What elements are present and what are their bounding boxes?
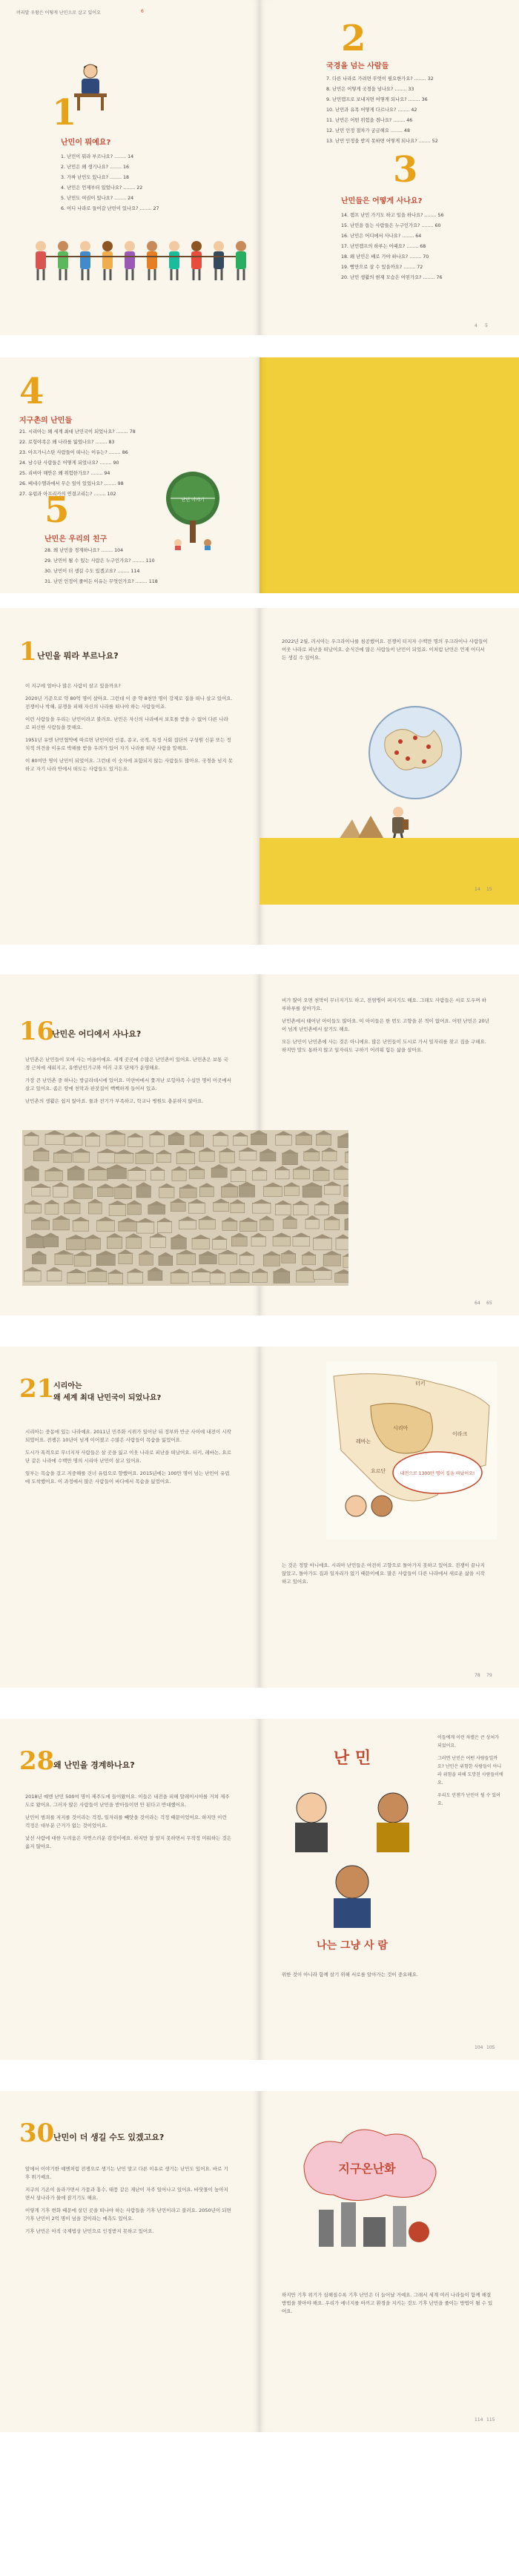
right-body: [282, 638, 489, 667]
camp-shelter: [176, 1152, 195, 1163]
camp-shelter: [139, 1254, 153, 1265]
page-number-right: 5: [485, 323, 488, 328]
yellow-band: [260, 838, 519, 905]
toc-item[interactable]: 7. 다른 나라로 가려면 무엇이 필요한가요? ........ 32: [326, 76, 434, 82]
camp-shelter: [108, 1168, 127, 1178]
camp-shelter: [55, 1254, 73, 1265]
page-number-right: 65: [486, 1301, 492, 1306]
camp-shelter: [192, 1238, 209, 1249]
camp-shelter: [73, 1152, 90, 1162]
chapter-body: [25, 682, 233, 778]
camp-shelter: [88, 1169, 108, 1180]
chapter-title: 왜 난민을 경계하나요?: [53, 1760, 135, 1770]
toc-item[interactable]: 6. 어디 나라로 들어갈 난민이 있나요? ........ 27: [61, 206, 159, 211]
camp-shelter: [210, 1272, 225, 1284]
camp-shelter: [115, 1187, 132, 1199]
toc-item[interactable]: 12. 난민 인정 절차가 궁금해요 ........ 48: [326, 128, 410, 133]
toc-item[interactable]: 26. 베네수엘라에서 무슨 일이 있었나요? ........ 98: [19, 481, 124, 486]
page-number-left: 4: [475, 323, 477, 328]
chapter-number: 1: [19, 637, 37, 667]
chapter-body: [25, 1056, 233, 1110]
camp-shelter: [171, 1272, 188, 1284]
camp-shelter: [45, 1134, 64, 1144]
toc-left-page-2: [0, 357, 260, 593]
map-bubble-text: 내전으로 1300만 명이 집을 떠났어요!: [400, 1471, 475, 1476]
paragraph: 난민촌에서 태어난 아이들도 많아요. 이 아이들은 한 번도 고향을 본 적이 없어요. 어떤 난민은 20년이 넘게 난민촌에서 살기도 해요.: [282, 1018, 489, 1032]
chapter-title: 난민이 더 생길 수도 있겠고요?: [53, 2133, 165, 2142]
camp-shelter: [253, 1272, 268, 1282]
camp-shelter: [157, 1221, 171, 1232]
toc-item[interactable]: 22. 로힝야족은 왜 나라를 잃었나요? ........ 83: [19, 440, 115, 445]
camp-shelter: [87, 1271, 106, 1282]
camp-shelter: [189, 1169, 205, 1178]
toc-item[interactable]: 1. 난민이 뭐라 부르나요? ........ 14: [61, 154, 134, 159]
toc-item[interactable]: 8. 난민은 어떻게 국경을 넘나요? ........ 33: [326, 87, 414, 92]
paragraph: 가장 큰 난민촌 중 하나는 방글라데시에 있어요. 미얀마에서 쫓겨난 로힝야족 수십만 명이 이곳에서 살고 있어요. 좁은 땅에 천막과 판잣집이 빽빽하게 들어서 있죠.: [25, 1077, 232, 1092]
section-2-toc: [326, 74, 438, 147]
page-number-right: 115: [486, 2417, 495, 2423]
toc-item[interactable]: 13. 난민 인정을 받지 못하면 어떻게 되나요? ........ 52: [326, 139, 438, 144]
camp-shelter: [199, 1151, 214, 1161]
right-column: [437, 1734, 504, 1812]
camp-shelter: [264, 1186, 282, 1197]
camp-shelter: [273, 1236, 290, 1246]
camp-shelter: [85, 1136, 99, 1146]
camp-shelter: [334, 1204, 348, 1214]
camp-shelter: [294, 1204, 308, 1215]
paragraph: 앞에서 이야기한 예멘처럼 전쟁으로 생기는 난민 말고 다른 이유로 생기는 난민도 있어요. 바로 기후 위기예요.: [25, 2166, 228, 2180]
camp-shelter: [32, 1187, 50, 1196]
camp-shelter: [239, 1151, 257, 1160]
chapter-number: 28: [19, 1746, 55, 1776]
camp-shelter: [211, 1168, 227, 1178]
camp-shelter: [192, 1272, 210, 1282]
camp-shelter: [53, 1186, 68, 1197]
camp-shelter: [128, 1137, 143, 1147]
right-body: [282, 1971, 497, 1984]
camp-shelter: [314, 1270, 331, 1279]
camp-shelter: [65, 1136, 82, 1145]
tree-illustration: [156, 469, 230, 550]
camp-shelter: [32, 1221, 50, 1229]
camp-shelter: [346, 1152, 348, 1163]
camp-shelter: [171, 1238, 186, 1249]
camp-shelter: [45, 1203, 59, 1214]
toc-item[interactable]: 11. 난민은 어떤 위험을 겪나요? ........ 46: [326, 118, 413, 123]
camp-shelter: [343, 1256, 348, 1267]
camp-shelter: [199, 1186, 214, 1197]
toc-item[interactable]: 3. 가짜 난민도 있나요? ........ 18: [61, 175, 130, 180]
page-number-right: 79: [486, 1673, 492, 1678]
chapter-28-left-page: [0, 1719, 260, 2060]
camp-shelter: [316, 1135, 331, 1146]
camp-shelter: [67, 1272, 85, 1284]
paragraph: 위한 것이 아니라 함께 살기 위해 서로를 알아가는 것이 중요해요.: [282, 1972, 418, 1978]
people-holding-hands-illustration: [30, 237, 260, 282]
paragraph: 난민이 범죄를 저지를 것이라는 걱정, 일자리를 빼앗을 것이라는 걱정 때문이었어요. 하지만 이런 걱정은 대부분 근거가 없는 것이었어요.: [25, 1814, 227, 1829]
camp-shelter: [24, 1270, 42, 1281]
camp-shelter: [338, 1137, 348, 1148]
camp-shelter: [73, 1221, 89, 1231]
camp-shelter: [323, 1255, 340, 1266]
page-number-left: 104: [475, 2045, 483, 2050]
camp-shelter: [274, 1272, 290, 1284]
page-number-left: 114: [475, 2417, 483, 2423]
camp-shelter: [97, 1221, 115, 1232]
chapter-body: [25, 1793, 233, 1855]
chapter-pretitle: 시리아는: [53, 1382, 82, 1390]
camp-shelter: [275, 1169, 289, 1179]
toc-spread-2: [0, 357, 519, 593]
paragraph: 이 80여만 명이 난민이 되었어요. 그런데 이 숫자에 포함되지 않는 사람들도 많아요. 국경을 넘지 못하고 자기 나라 안에서 떠도는 사람들도 있거든요.: [25, 758, 233, 772]
camp-shelter: [325, 1219, 340, 1229]
camp-shelter: [336, 1238, 348, 1250]
camp-shelter: [45, 1171, 62, 1181]
chapter-21-left-page: [0, 1347, 260, 1688]
toc-item[interactable]: 28. 왜 난민을 경계하나요? ........ 104: [44, 548, 124, 553]
toc-left-page: [0, 0, 260, 335]
camp-shelter: [282, 1153, 298, 1165]
tree-label: 난민 이야기: [181, 498, 205, 503]
map-label: 요르단: [371, 1468, 386, 1474]
paragraph: 하지만 기후 위기가 심해질수록 기후 난민은 더 늘어날 거예요. 그래서 세계 여러 나라들이 함께 해결 방법을 찾아야 해요. 우리가 에너지를 아끼고 환경을 지키는 것도 기후 난민을 줄이는 방법이 될 수 있어요.: [282, 2292, 493, 2314]
camp-shelter: [315, 1204, 329, 1215]
chapter-1-right-page: [260, 608, 519, 945]
chapter-30-spread: [0, 2091, 519, 2432]
camp-shelter: [260, 1152, 276, 1161]
camp-shelter: [128, 1170, 145, 1180]
cartoon-top-text: 난 민: [333, 1749, 371, 1768]
chapter-30-right-page: [260, 2091, 519, 2432]
paragraph: 이런 사람들을 우리는 난민이라고 불러요. 난민은 자신의 나라에서 보호를 받을 수 없어 다른 나라로 피신한 사람들을 뜻해요.: [25, 716, 228, 730]
camp-shelter: [297, 1270, 315, 1282]
global-warming-illustration: [289, 2113, 452, 2262]
paragraph: 우리도 언젠가 난민이 될 수 있어요.: [437, 1793, 500, 1806]
section-3-title: 난민들은 어떻게 사나요?: [341, 197, 423, 205]
camp-shelter: [126, 1237, 142, 1248]
right-body: [282, 2291, 497, 2320]
section-5-number: 5: [44, 489, 70, 531]
camp-shelter: [32, 1255, 46, 1264]
camp-shelter: [322, 1151, 336, 1160]
paragraph: 2020년 기준으로 약 80억 명이 살아요. 그런데 이 중 약 8천만 명이 강제로 집을 떠나 살고 있어요. 전쟁이나 박해, 분쟁을 피해 자신의 나라를 떠나야 하는 사람들이죠.: [25, 696, 233, 710]
map-label: 시리아: [393, 1425, 409, 1431]
camp-shelter: [119, 1221, 137, 1231]
right-body: [282, 997, 489, 1059]
camp-shelter: [96, 1255, 115, 1266]
paragraph: 난민촌은 난민들이 모여 사는 마을이에요. 세계 곳곳에 수많은 난민촌이 있어요. 난민촌은 보통 국경 근처에 세워지고, 유엔난민기구와 여러 구호 단체가 운영해요.: [25, 1057, 228, 1071]
chapter-21-right-page: [260, 1347, 519, 1688]
toc-item[interactable]: 10. 난민과 유목 어떻게 다르나요? ........ 42: [326, 108, 417, 113]
paragraph: 는 것은 정말 아니에요. 시리아 난민들은 여전히 고향으로 돌아가지 못하고 있어요. 전쟁이 끝나지 않았고, 돌아가도 집과 일자리가 없기 때문이에요. 많은 사람들이 다른 나라에서 새로운 삶을 시작하고 있어요.: [282, 1562, 485, 1585]
camp-shelter: [25, 1204, 42, 1213]
chapter-28-right-page: [260, 1719, 519, 2060]
paragraph: 난민촌의 생활은 쉽지 않아요. 물과 전기가 부족하고, 학교나 병원도 충분하지 않아요.: [25, 1098, 204, 1104]
paragraph: 낯선 사람에 대한 두려움은 자연스러운 감정이에요. 하지만 잘 알지 못하면서 무작정 미워하는 것은 옳지 않아요.: [25, 1835, 232, 1849]
camp-shelter: [106, 1134, 125, 1146]
paragraph: 시리아는 중동에 있는 나라예요. 2011년 민주화 시위가 일어난 뒤 정부와 반군 사이에 내전이 시작되었어요. 전쟁은 10년이 넘게 이어졌고 수많은 사람들이 목숨을 잃었어요.: [25, 1429, 231, 1443]
camp-shelter: [251, 1237, 265, 1246]
camp-shelter: [199, 1255, 216, 1264]
camp-shelter: [66, 1238, 85, 1250]
camp-shelter: [293, 1236, 310, 1246]
toc-item[interactable]: 14. 캠프 난민 가기도 하고 일을 하나요? ........ 56: [341, 213, 444, 218]
running-head-num: 6: [141, 9, 144, 14]
camp-shelter: [73, 1187, 92, 1199]
camp-shelter: [304, 1152, 320, 1160]
prejudice-cartoon-illustration: [274, 1734, 430, 1956]
toc-item[interactable]: 16. 난민은 어디에서 사나요? ........ 64: [341, 234, 422, 239]
section-1-number: 1: [52, 92, 77, 133]
camp-shelter: [313, 1170, 329, 1180]
refugee-camp-illustration: [22, 1130, 348, 1286]
toc-item[interactable]: 31. 난민 인정이 줄어든 이유는 무엇인가요? ........ 118: [44, 579, 158, 584]
camp-shelter: [324, 1185, 340, 1195]
camp-shelter: [344, 1186, 348, 1196]
toc-item[interactable]: 30. 난민이 더 생길 수도 있겠고요? ........ 114: [44, 569, 140, 574]
camp-shelter: [313, 1238, 331, 1249]
chapter-21-spread: [0, 1347, 519, 1688]
camp-shelter: [231, 1170, 245, 1182]
camp-shelter: [148, 1271, 162, 1281]
camp-shelter: [284, 1186, 299, 1195]
paragraph: 1951년 유엔 난민협약에 따르면 난민이란 인종, 종교, 국적, 특정 사회 집단의 구성원 신분 또는 정치적 의견을 이유로 박해를 받을 우려가 있어 자기 나라를 떠난 사람을 말해요.: [25, 737, 231, 751]
camp-shelter: [156, 1153, 171, 1162]
camp-shelter: [231, 1237, 247, 1246]
camp-shelter: [179, 1188, 196, 1198]
chapter-number: 30: [19, 2118, 55, 2148]
chapter-title: 왜 세계 최대 난민국이 되었나요?: [53, 1394, 162, 1402]
camp-shelter: [159, 1256, 173, 1266]
camp-shelter: [263, 1255, 280, 1266]
camp-shelter: [334, 1169, 348, 1180]
page-number-left: 64: [475, 1301, 480, 1306]
toc-item[interactable]: 5. 난민도 여권이 있나요? ........ 24: [61, 196, 134, 201]
paragraph: 비가 많이 오면 천막이 무너지기도 하고, 전염병이 퍼지기도 해요. 그래도 사람들은 서로 도우며 하루하루를 살아가요.: [282, 997, 486, 1011]
camp-shelter: [74, 1255, 91, 1266]
camp-shelter: [151, 1237, 166, 1248]
toc-item[interactable]: 23. 아프가니스탄 사람들이 떠나는 이유는? ........ 86: [19, 450, 128, 455]
paragraph: 모든 난민이 난민촌에 사는 것은 아니에요. 많은 난민들이 도시로 가서 일자리를 찾고 집을 구해요. 하지만 말도 통하지 않고 일자리도 구하기 어려워 힘든 삶을 살아요.: [282, 1039, 486, 1053]
camp-shelter: [168, 1135, 184, 1145]
chapter-body: [25, 1428, 233, 1490]
camp-shelter: [151, 1170, 164, 1180]
map-label: 이라크: [452, 1431, 468, 1437]
toc-item[interactable]: 29. 난민이 될 수 있는 사람은 누구인가요? ........ 110: [44, 558, 155, 564]
cartoon-bottom-text: 나는 그냥 사 람: [317, 1940, 388, 1952]
map-label: 레바논: [356, 1439, 371, 1444]
page-number-left: 78: [475, 1673, 480, 1678]
camp-shelter: [294, 1169, 310, 1179]
section-3-toc: [341, 211, 444, 283]
toc-item[interactable]: 18. 왜 난민은 배로 가야 하나요? ........ 70: [341, 254, 429, 260]
section-5-toc: [44, 546, 158, 587]
section-3-number: 3: [393, 149, 418, 191]
chapter-title: 난민을 뭐라 부르나요?: [37, 651, 119, 661]
toc-spread-1: [0, 0, 519, 335]
camp-shelter: [305, 1219, 319, 1229]
camp-shelter: [136, 1153, 153, 1164]
camp-shelter: [177, 1253, 196, 1264]
camp-shelter: [65, 1203, 80, 1214]
chapter-30-left-page: [0, 2091, 260, 2432]
camp-shelter: [214, 1202, 229, 1211]
toc-item[interactable]: 20. 난민 생활의 현재 모습은 어떤가요? ........ 76: [341, 275, 443, 280]
camp-shelter: [303, 1186, 322, 1197]
camp-shelter: [43, 1237, 59, 1247]
page-number-right: 15: [486, 887, 492, 892]
chapter-title: 난민은 어디에서 사나요?: [52, 1029, 142, 1039]
camp-shelter: [276, 1135, 292, 1145]
paragraph: 일부는 목숨을 걸고 지중해를 건너 유럽으로 향했어요. 2015년에는 100만 명이 넘는 난민이 유럽에 도착했어요. 이 과정에서 많은 사람들이 바다에서 목숨을 잃었어요.: [25, 1470, 230, 1484]
camp-shelter: [172, 1170, 186, 1181]
section-1-toc: [61, 152, 159, 214]
section-2-number: 2: [341, 18, 366, 59]
camp-shelter: [179, 1220, 196, 1229]
camp-shelter: [190, 1135, 204, 1146]
toc-item[interactable]: 25. 리비아 해안은 왜 위험한가요? ........ 94: [19, 471, 110, 476]
page-number-right: 105: [486, 2045, 495, 2050]
poster-title: 지구온난화: [338, 2161, 396, 2176]
chapter-number: 16: [19, 1017, 55, 1046]
toc-right-page: [260, 0, 519, 335]
camp-shelter: [260, 1220, 274, 1231]
camp-shelter: [67, 1169, 84, 1180]
chapter-number: 21: [19, 1374, 55, 1404]
camp-shelter: [222, 1221, 237, 1230]
toc-item[interactable]: 24. 남수단 사람들은 어떻게 되었나요? ........ 90: [19, 460, 119, 466]
camp-shelter: [53, 1153, 71, 1163]
camp-shelter: [335, 1273, 348, 1282]
running-head: 머리말 우왕은 어떻게 난민으로 살고 있어요: [16, 10, 101, 16]
camp-shelter: [98, 1187, 113, 1196]
section-4-number: 4: [19, 371, 44, 412]
camp-shelter: [239, 1255, 254, 1264]
camp-shelter: [98, 1152, 116, 1163]
camp-shelter: [213, 1239, 227, 1249]
camp-shelter: [119, 1253, 133, 1264]
toc-item[interactable]: 19. 빵만으로 살 수 있을까요? ........ 72: [341, 265, 423, 270]
camp-shelter: [85, 1238, 100, 1249]
camp-shelter: [239, 1186, 255, 1198]
camp-shelter: [108, 1273, 122, 1284]
section-1-title: 난민이 뭐예요?: [61, 139, 111, 147]
camp-shelter: [136, 1222, 154, 1233]
paragraph: 지구의 기온이 올라가면서 가뭄과 홍수, 태풍 같은 재난이 자주 일어나고 있어요. 바닷물이 높아지면서 섬나라가 물에 잠기기도 해요.: [25, 2187, 228, 2201]
toc-item[interactable]: 21. 시리아는 왜 세계 최대 난민국이 되었나요? ........ 78: [19, 429, 136, 435]
paragraph: 기후 난민은 아직 국제법상 난민으로 인정받지 못하고 있어요.: [25, 2228, 154, 2234]
camp-shelter: [283, 1219, 297, 1229]
camp-shelter: [107, 1237, 122, 1249]
camp-shelter: [275, 1204, 291, 1215]
toc-item[interactable]: 27. 유럽과 아프리카의 연결고리는? ........ 102: [19, 492, 116, 497]
camp-shelter: [231, 1272, 249, 1283]
camp-shelter: [128, 1272, 143, 1283]
map-label: 터키: [415, 1381, 426, 1387]
camp-shelter: [53, 1219, 70, 1230]
camp-shelter: [128, 1203, 142, 1215]
camp-shelter: [234, 1136, 248, 1146]
camp-shelter: [188, 1203, 205, 1213]
section-4-title: 지구촌의 난민들: [19, 417, 73, 425]
camp-shelter: [33, 1151, 49, 1160]
toc-item[interactable]: 15. 난민을 돕는 사람들은 누구인가요? ........ 60: [341, 223, 441, 228]
paragraph: 도시가 폭격으로 무너지자 사람들은 살 곳을 잃고 이웃 나라로 피난을 떠났어요. 터키, 레바논, 요르단 같은 나라에 수백만 명의 시리아 난민이 살고 있어요.: [25, 1450, 231, 1464]
camp-shelter: [109, 1204, 126, 1216]
chapter-16-spread: [0, 974, 519, 1315]
paragraph: 2022년 2월, 러시아는 우크라이나를 침공했어요. 전쟁이 터지자 수백만 명의 우크라이나 사람들이 이웃 나라로 피난을 떠났어요. 순식간에 많은 사람들이 난민이 되었죠. 이처럼 난민은 언제 어디서든 생길 수 있어요.: [282, 638, 488, 661]
paragraph: 그러면 난민은 어떤 사람들일까요? 난민은 위험한 사람들이 아니라 위험을 피해 도망친 사람들이에요.: [437, 1756, 503, 1786]
camp-shelter: [148, 1205, 165, 1215]
yellow-blank-page: [260, 357, 519, 593]
camp-shelter: [239, 1221, 257, 1232]
camp-shelter: [345, 1219, 348, 1230]
camp-shelter: [24, 1135, 39, 1145]
camp-shelter: [27, 1237, 45, 1248]
section-2-title: 국경을 넘는 사람들: [326, 62, 389, 70]
camp-shelter: [221, 1186, 237, 1197]
toc-item[interactable]: 2. 난민은 왜 생기나요? ........ 16: [61, 165, 130, 170]
camp-shelter: [159, 1187, 174, 1198]
paragraph: 2018년 예멘 난민 500여 명이 제주도에 들어왔어요. 이들은 내전을 피해 말레이시아를 거쳐 제주도로 왔어요. 그러자 많은 사람들이 난민을 받아들이면 안 된다고 반대했어요.: [25, 1794, 230, 1808]
paragraph: 이렇게 기후 변화 때문에 살던 곳을 떠나야 하는 사람들을 기후 난민이라고 불러요. 2050년이 되면 기후 난민이 2억 명이 넘을 것이라는 예측도 있어요.: [25, 2207, 231, 2222]
chapter-1-spread: [0, 608, 519, 945]
camp-shelter: [252, 1170, 266, 1180]
camp-shelter: [171, 1202, 185, 1211]
globe-illustration: [363, 701, 467, 805]
camp-shelter: [136, 1186, 151, 1198]
chapter-28-spread: [0, 1719, 519, 2060]
camp-shelter: [252, 1203, 271, 1213]
section-4-toc: [19, 427, 136, 500]
camp-shelter: [150, 1135, 164, 1146]
paragraph: 이들에게 이런 차별은 큰 상처가 되었어요.: [437, 1735, 499, 1748]
camp-shelter: [296, 1135, 312, 1145]
chapter-body: [25, 2165, 233, 2240]
camp-shelter: [251, 1134, 267, 1145]
section-5-title: 난민은 우리의 친구: [44, 535, 108, 544]
camp-shelter: [219, 1254, 237, 1265]
camp-shelter: [303, 1255, 316, 1264]
syria-map-illustration: [326, 1361, 497, 1539]
toc-item[interactable]: 4. 난민은 언제부터 있었나요? ........ 22: [61, 185, 143, 191]
camp-shelter: [219, 1152, 234, 1163]
toc-item[interactable]: 9. 난민캠프로 보내지면 어떻게 되나요? ........ 36: [326, 97, 428, 102]
camp-shelter: [231, 1203, 245, 1212]
camp-shelter: [47, 1271, 62, 1281]
camp-shelter: [24, 1169, 39, 1181]
camp-shelter: [88, 1203, 102, 1214]
page-number-left: 14: [475, 887, 480, 892]
camp-shelter: [282, 1253, 296, 1263]
right-body: [282, 1562, 489, 1591]
camp-shelter: [115, 1153, 133, 1163]
camp-shelter: [199, 1219, 215, 1229]
camp-shelter: [213, 1135, 228, 1146]
chapter-1-left-page: [0, 608, 260, 945]
toc-item[interactable]: 17. 난민캠프의 하루는 어때요? ........ 68: [341, 244, 426, 249]
paragraph: 이 지구에 얼마나 많은 사람이 살고 있을까요?: [25, 683, 121, 689]
